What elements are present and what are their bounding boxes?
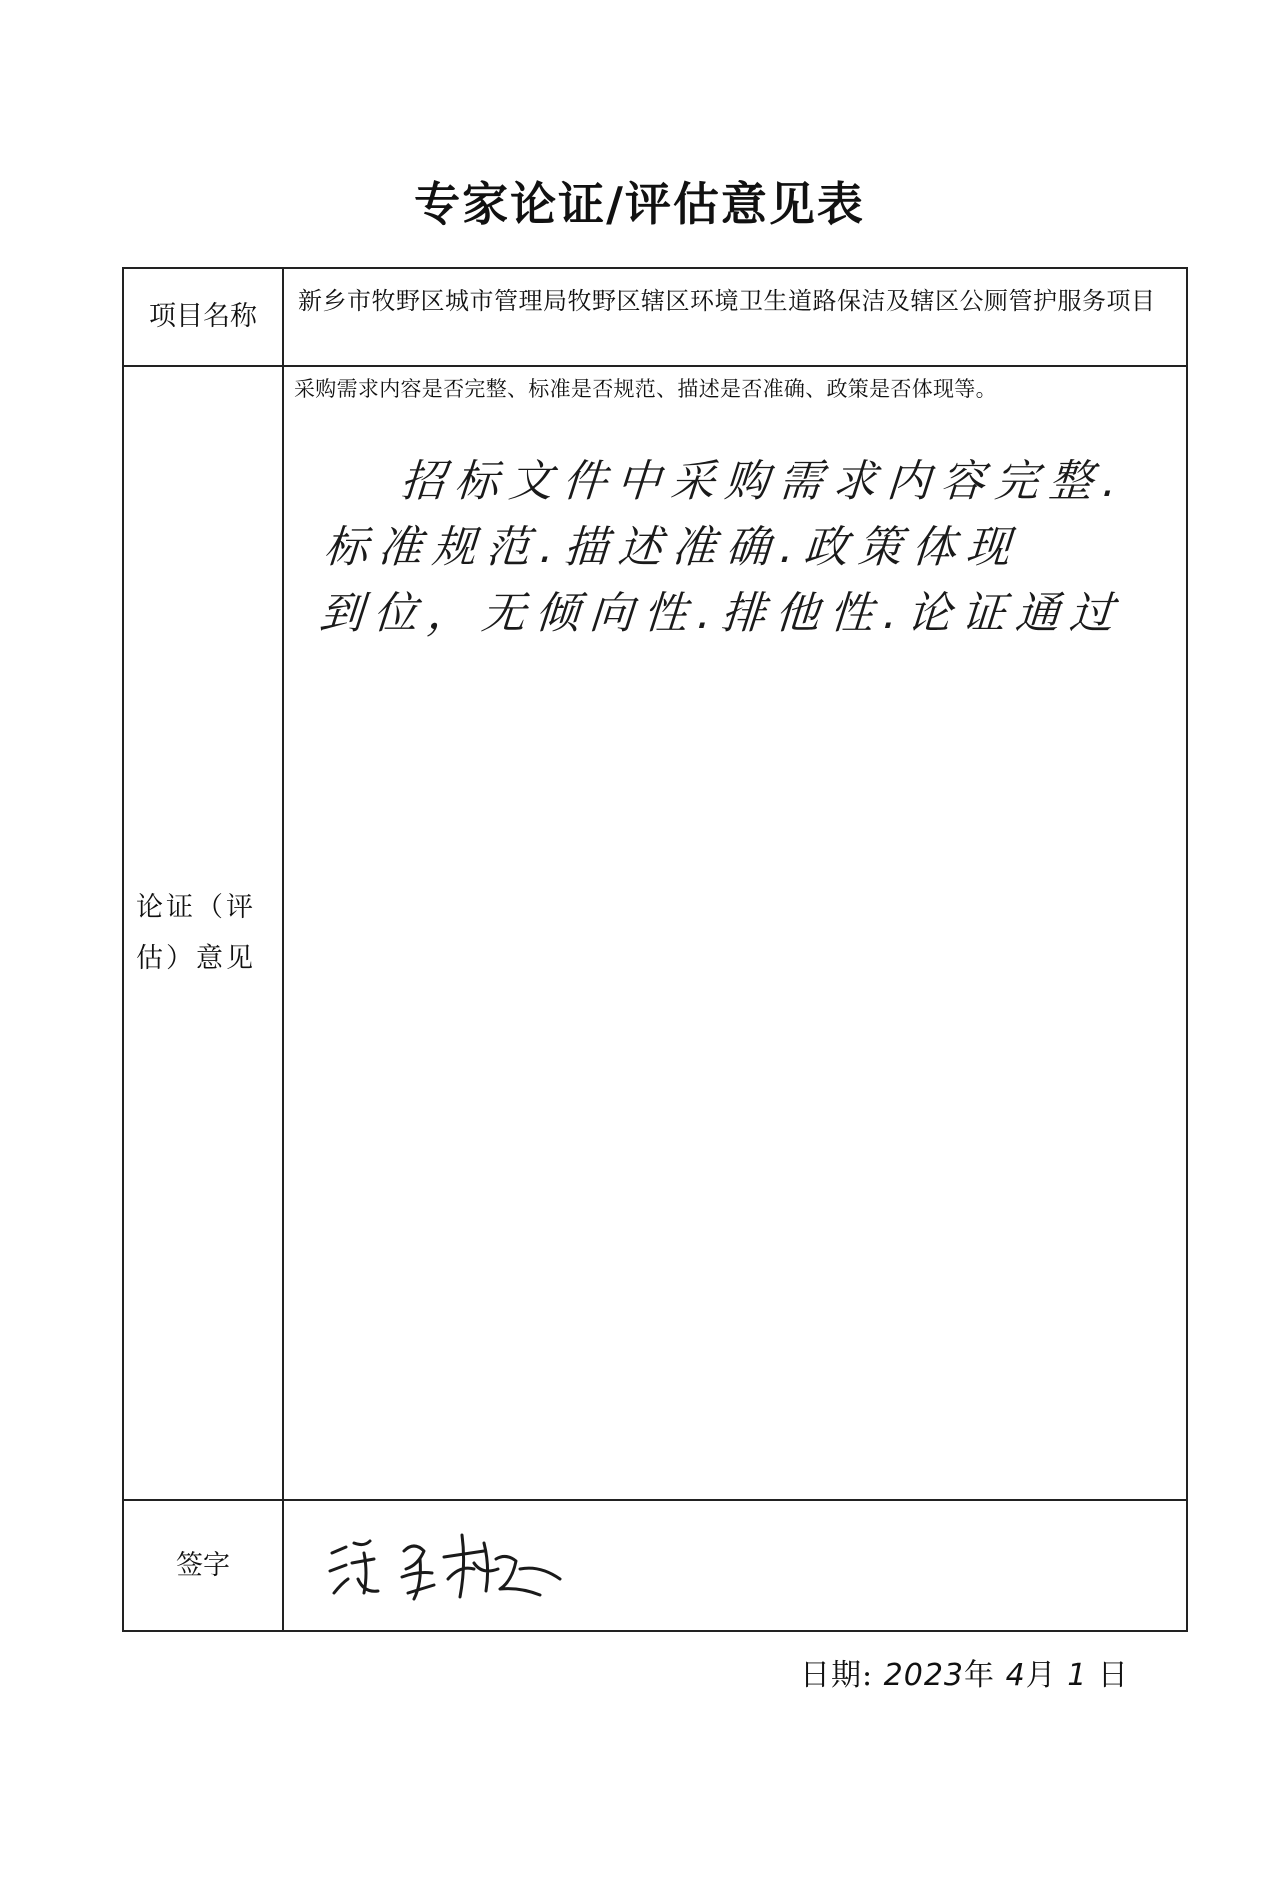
handwritten-line: 招标文件中采购需求内容完整. — [398, 456, 1129, 507]
opinion-cell — [284, 367, 1186, 1499]
date-day-unit: 日 — [1097, 1658, 1129, 1693]
project-name-row — [124, 269, 1186, 367]
expert-opinion-form — [122, 267, 1188, 1632]
signature-cell — [284, 1501, 1186, 1630]
handwritten-line: 到位，无倾向性.排他性.论证通过 — [317, 588, 1126, 639]
handwritten-opinion — [317, 449, 1211, 647]
opinion-question: 采购需求内容是否完整、标准是否规范、描述是否准确、政策是否体现等。 — [294, 377, 997, 401]
date-year: 2023 — [883, 1658, 965, 1693]
project-name-value: 新乡市牧野区城市管理局牧野区辖区环境卫生道路保洁及辖区公厕管护服务项目 — [298, 287, 1156, 315]
opinion-row — [124, 367, 1186, 1501]
handwritten-line: 标准规范.描述准确.政策体现 — [322, 522, 1022, 573]
project-name-label: 项目名称 — [124, 269, 284, 365]
project-name-cell — [284, 269, 1186, 365]
opinion-label: 论证（评估）意见 — [124, 367, 284, 1499]
date-line — [800, 1650, 1129, 1694]
date-month-unit: 月 — [1025, 1658, 1057, 1693]
date-label: 日期: — [800, 1658, 874, 1693]
date-month: 4 — [1005, 1658, 1026, 1693]
page-title: 专家论证/评估意见表 — [414, 177, 865, 231]
handwritten-signature — [324, 1523, 584, 1613]
date-day: 1 — [1067, 1658, 1088, 1693]
signature-label: 签字 — [124, 1501, 284, 1630]
signature-row — [124, 1501, 1186, 1630]
date-year-unit: 年 — [964, 1658, 996, 1693]
